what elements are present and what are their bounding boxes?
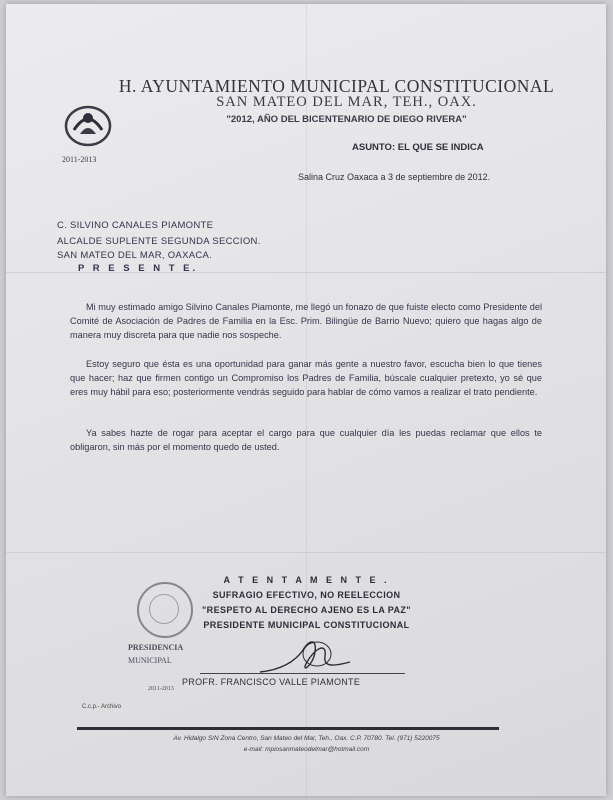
footer-rule	[77, 727, 499, 730]
municipality-subtitle: SAN MATEO DEL MAR, TEH., OAX.	[216, 94, 477, 110]
ccp-note: C.c.p.- Archivo	[82, 704, 122, 710]
body-paragraph: Mi muy estimado amigo Silvino Canales Piamonte, me llegó un fonazo de que fuiste electo como Presidente del Comité de Asociación de Padres de Familia en la Esc. Prim. Bilingüe de Barrio Nuevo; quiero que hagas algo de manera muy discreta para que nadie nos sospeche.	[70, 302, 542, 341]
subject-line: ASUNTO: EL QUE SE INDICA	[352, 142, 484, 153]
municipality-title: H. AYUNTAMIENTO MUNICIPAL CONSTITUCIONAL	[118, 76, 555, 96]
signature-icon	[255, 632, 365, 682]
signature-line	[200, 673, 405, 674]
recipient-position: ALCALDE SUPLENTE SEGUNDA SECCION.	[57, 236, 261, 247]
closing-quote: "RESPETO AL DERECHO AJENO ES LA PAZ"	[202, 605, 411, 615]
stamp-years: 2011-2013	[148, 686, 174, 692]
signer-name: PROFR. FRANCISCO VALLE PIAMONTE	[182, 677, 361, 687]
salutation: P R E S E N T E.	[78, 263, 199, 274]
stamp-label: PRESIDENCIA	[128, 643, 184, 652]
closing-atentamente: A T E N T A M E N T E .	[223, 575, 390, 585]
footer-email: e-mail: mpiosanmateodelmar@hotmail.com	[243, 746, 370, 753]
stamp-label: MUNICIPAL	[128, 656, 172, 665]
administration-years: 2011-2013	[62, 155, 97, 164]
year-motto: "2012, AÑO DEL BICENTENARIO DE DIEGO RIVERA"	[226, 114, 467, 125]
footer-address: Av. Hidalgo S/N Zona Centro, San Mateo del Mar, Teh., Oax. C.P. 70780. Tel. (971) 5220075	[173, 735, 440, 742]
recipient-name: C. SILVINO CANALES PIAMONTE	[57, 220, 214, 231]
signer-title: PRESIDENTE MUNICIPAL CONSTITUCIONAL	[203, 620, 410, 630]
closing-motto: SUFRAGIO EFECTIVO, NO REELECCION	[212, 590, 401, 600]
date-line: Salina Cruz Oaxaca a 3 de septiembre de 2012.	[298, 172, 491, 182]
body-paragraph: Ya sabes hazte de rogar para aceptar el cargo para que cualquier día les puedas reclamar que ellos te obligaron, sin más por el momento quedo de usted.	[70, 428, 542, 453]
body-paragraph: Estoy seguro que ésta es una oportunidad para ganar más gente a nuestro favor, escucha bien lo que tienes que hacer; haz que firmen contigo un Compromiso los Padres de Familia, búscale cualquier pretexto, yo sé que eres muy hábil para eso; posteriormente vendrás seguido para hablar de cómo vamos a realizar el trato pendiente.	[70, 359, 542, 398]
recipient-place: SAN MATEO DEL MAR, OAXACA.	[57, 250, 213, 261]
